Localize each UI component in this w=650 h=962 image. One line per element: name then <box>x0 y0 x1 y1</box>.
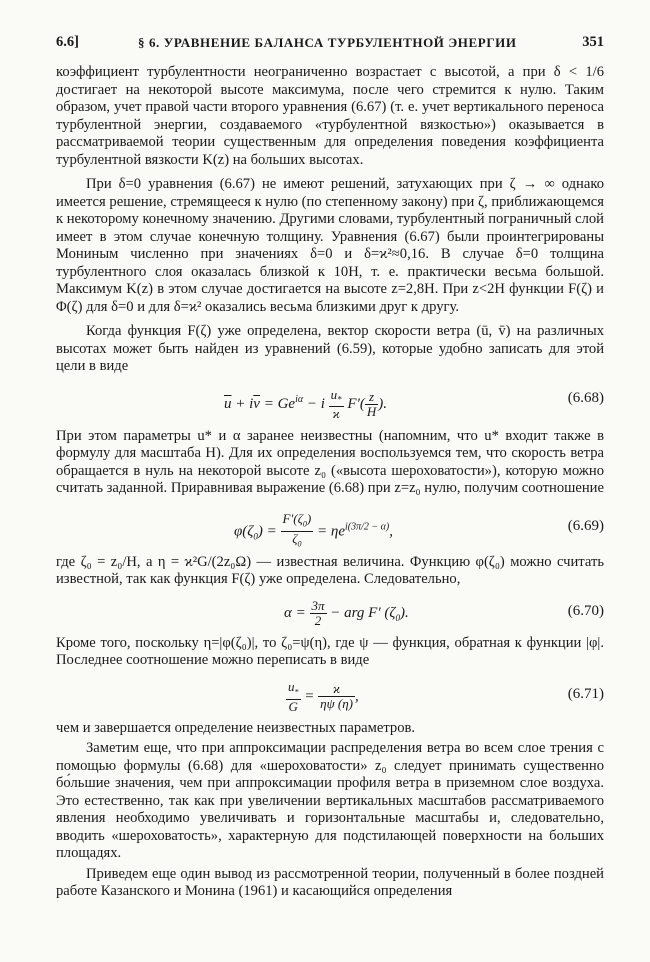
equation-6-70 <box>56 589 604 635</box>
paragraph-6: Кроме того, поскольку η=|φ(ζ₀)|, то ζ₀=ψ(η), где ψ — функция, обратная к функции |φ|. Последнее соотношение можно переписать в виде <box>56 634 604 668</box>
section-ref: 6.6] <box>56 34 79 50</box>
equation-number: (6.70) <box>567 602 604 619</box>
paragraph-8: Заметим еще, что при аппроксимации распределения ветра во всем слое трения с помощью формулы (6.68) для «шероховатости» z₀ следует принимать существенно бо́льшие значения, чем при аппроксимации профиля ветра в приземном слое воздуха. Это естественно, так как при увеличении вертикальных масштабов рассматриваемого явления необходимо увеличивать и горизонтальные масштабы и, следовательно, вводить «шероховатость», характерную для подстилающей поверхности на больших площадях. <box>56 740 604 861</box>
paragraph-3: Когда функция F(ζ) уже определена, вектор скорости ветра (ū, v̄) на различных высотах может быть найден из уравнений (6.59), которые удобно записать для этой цели в виде <box>56 323 604 374</box>
paragraph-1: коэффициент турбулентности неограниченно возрастает с высотой, а при δ < 1/6 достигает на некоторой высоте максимума, после чего стремится к нулю. Таким образом, учет правой части второго уравнения (6.67) (т. е. учет вертикального переноса турбулентной энергии, создаваемого «турбулентной вязкостью») оказывается в рассматриваемой теории существенным для определения поведения коэффициента турбулентной вязкости K(z) на больших высотах. <box>56 64 604 168</box>
paragraph-5: где ζ₀ = z₀/H, а η = ϰ²G/(2z₀Ω) — известная величина. Функцию φ(ζ₀) можно считать известной, так как функция F(ζ) уже определена. Следовательно, <box>56 553 604 587</box>
equation-number: (6.71) <box>567 685 604 702</box>
running-header <box>56 34 604 56</box>
equation-6-69-formula: $\varphi(\zeta_0)$ = $\frac{F'(\zeta_0)}{\zeta_0}$ = $\eta e^{i(3\pi/2 - \alpha)}$, <box>234 510 393 549</box>
page-body <box>56 64 604 901</box>
equation-6-70-formula: α = $\frac{3\pi}{2}$ − arg F′ $(\zeta_0)$. <box>284 597 409 628</box>
chapter-title: § 6. УРАВНЕНИЕ БАЛАНСА ТУРБУЛЕНТНОЙ ЭНЕРГИИ <box>138 35 517 50</box>
equation-number: (6.69) <box>567 517 604 534</box>
paragraph-2: При δ=0 уравнения (6.67) не имеют решений, затухающих при ζ → ∞ однако имеется решение, стремящееся к нулю (по степенному закону) при ζ, приближающемся к некоторому конечному значению. Другими словами, турбулентный пограничный слой имеет в этом случае конечную толщину. Уравнения (6.67) были проинтегрированы Мониным численно при значениях δ=0 и δ=ϰ²≈0,16. В случае δ=0 толщина турбулентного слоя оказалась близкой к 10H, т. е. практически весьма большой. Максимум K(z) в этом случае достигается на высоте z=2,8H. При z<2H функции F(ζ) и Φ(ζ) для δ=0 и для δ=ϰ² оказались весьма близкими друг к другу. <box>56 176 604 315</box>
equation-number: (6.68) <box>567 389 604 406</box>
equation-6-69 <box>56 498 604 554</box>
equation-6-68 <box>56 376 604 428</box>
equation-6-71-formula: $\frac{u_*}{G}$ = $\frac{ϰ}{\eta\psi (\eta)}$ , <box>288 678 359 715</box>
equation-6-68-formula: $\overline{u} + i\overline{v} = Ge^{i\alpha} - i$ $\frac{u_*}{ϰ}$ F′( $\frac{z}{H}$ ). <box>224 386 388 422</box>
paragraph-9: Приведем еще один вывод из рассмотренной теории, полученный в более поздней работе Казанского и Монина (1961) и касающийся определения <box>56 865 604 899</box>
paragraph-4: При этом параметры u* и α заранее неизвестны (напомним, что u* входит также в формулу для масштаба H). Для их определения воспользуемся тем, что скорость ветра обращается в нуль на некоторой высоте z₀ («высота шероховатости»), которую можно считать заданной. Приравнивая выражение (6.68) при z=z₀ нулю, получим соотношение <box>56 427 604 496</box>
equation-6-71 <box>56 670 604 720</box>
page-number: 351 <box>582 34 604 50</box>
paragraph-7: чем и завершается определение неизвестных параметров. <box>56 719 416 736</box>
